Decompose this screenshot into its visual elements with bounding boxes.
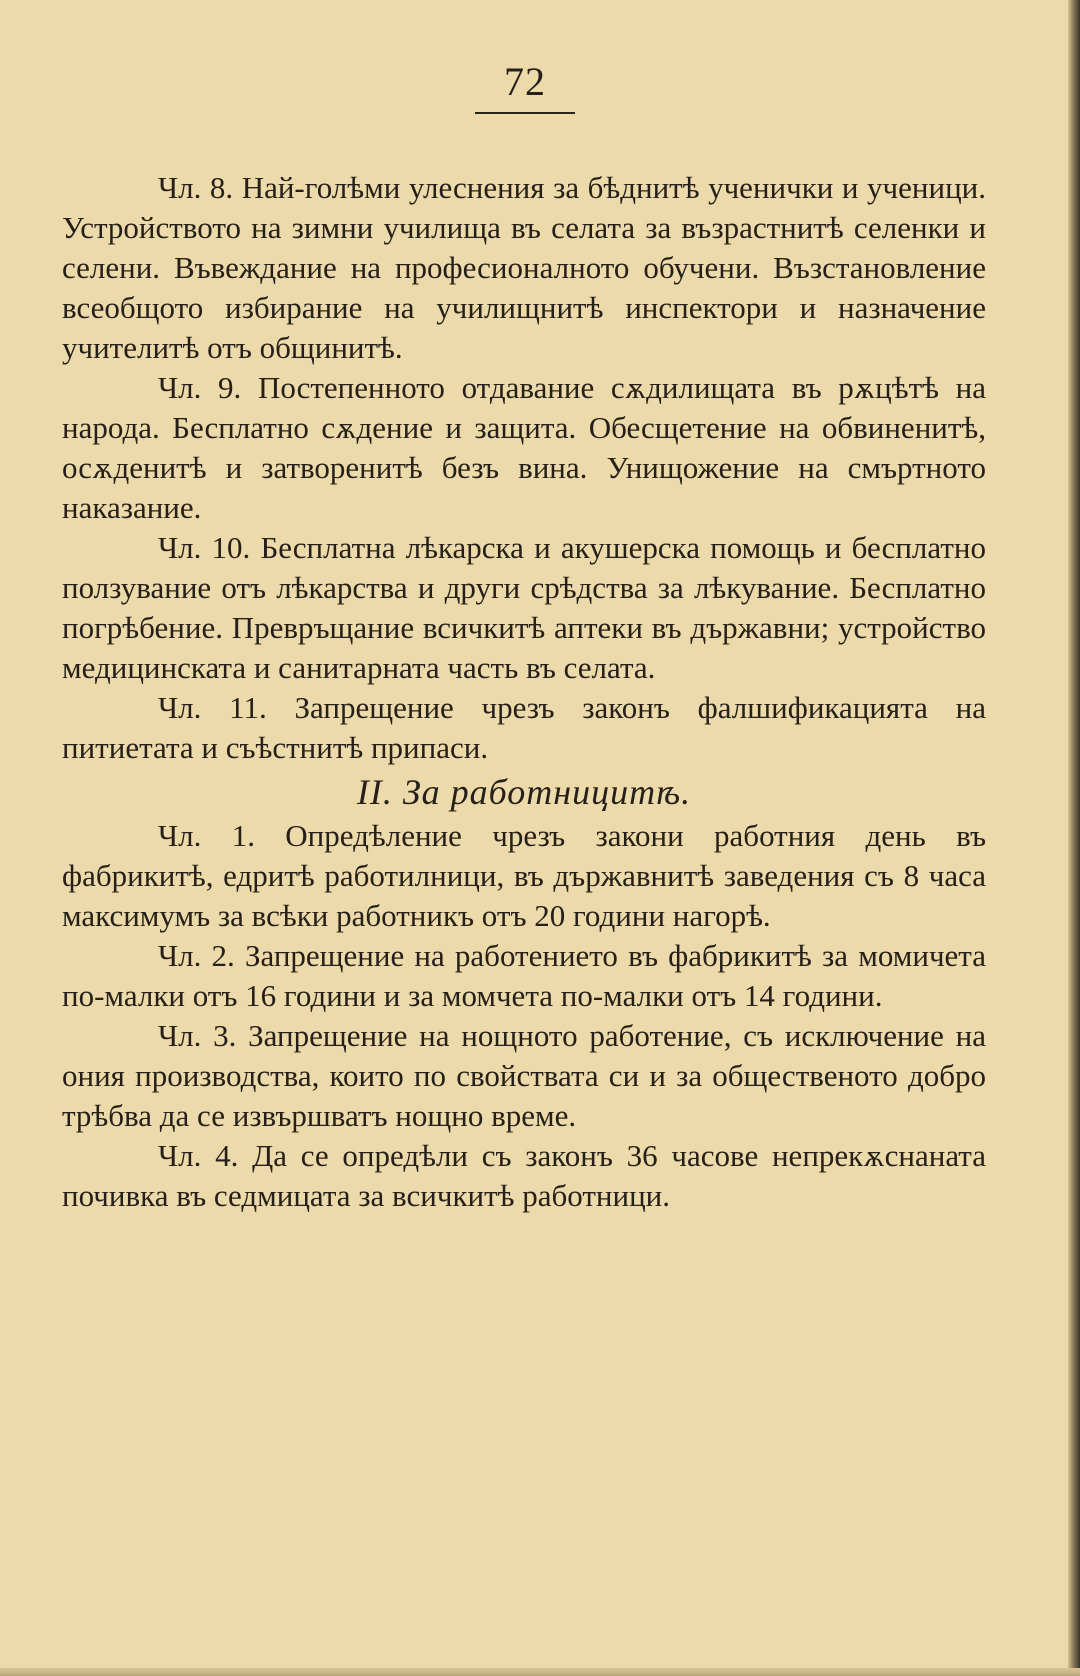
page-bottom-edge [0, 1668, 1080, 1676]
article-paragraph: Чл. 4. Да се опредѣли съ законъ 36 часове непрекѫснаната почивка въ седмицата за всичкитѣ работници. [62, 1138, 986, 1213]
page-number: 72 [504, 59, 546, 104]
page-edge-shadow [1068, 0, 1080, 1676]
article-paragraph: Чл. 3. Запрещение на нощното работение, съ исключение на ония производства, които по свойствата си и за общественото добро трѣбва да се извършватъ нощно време. [62, 1018, 986, 1133]
article-paragraph: Чл. 8. Най-голѣми улеснения за бѣднитѣ ученички и ученици. Устройството на зимни училища въ селата за възрастнитѣ селенки и селени. Въвеждание на професионалното обучени. Възстановление всеобщото избирание на училищнитѣ инспектори и назначение учителитѣ отъ общинитѣ. [62, 170, 986, 365]
section-heading: II. За работницитѣ. [356, 772, 692, 812]
page-number-rule [475, 112, 575, 114]
article-paragraph: Чл. 11. Запрещение чрезъ законъ фалшификацията на питиетата и съѣстнитѣ припаси. [62, 690, 986, 765]
article-paragraph: Чл. 10. Бесплатна лѣкарска и акушерска помощь и бесплатно ползувание отъ лѣкарства и други срѣдства за лѣкувание. Бесплатно погрѣбение. Превръщание всичкитѣ аптеки въ държавни; устройство медицинската и санитарната часть въ селата. [62, 530, 986, 685]
article-paragraph: Чл. 9. Постепенното отдавание сѫдилищата въ рѫцѣтѣ на народа. Бесплатно сѫдение и защита. Обесщетение на обвиненитѣ, осѫденитѣ и затворенитѣ безъ вина. Унищожение на смъртното наказание. [62, 370, 986, 525]
page-text [62, 168, 986, 1216]
article-paragraph: Чл. 2. Запрещение на работението въ фабрикитѣ за момичета по-малки отъ 16 години и за момчета по-малки отъ 14 години. [62, 938, 986, 1013]
article-paragraph: Чл. 1. Опредѣление чрезъ закони работния день въ фабрикитѣ, едритѣ работилници, въ държавнитѣ заведения съ 8 часа максимумъ за всѣки работникъ отъ 20 години нагорѣ. [62, 818, 986, 933]
